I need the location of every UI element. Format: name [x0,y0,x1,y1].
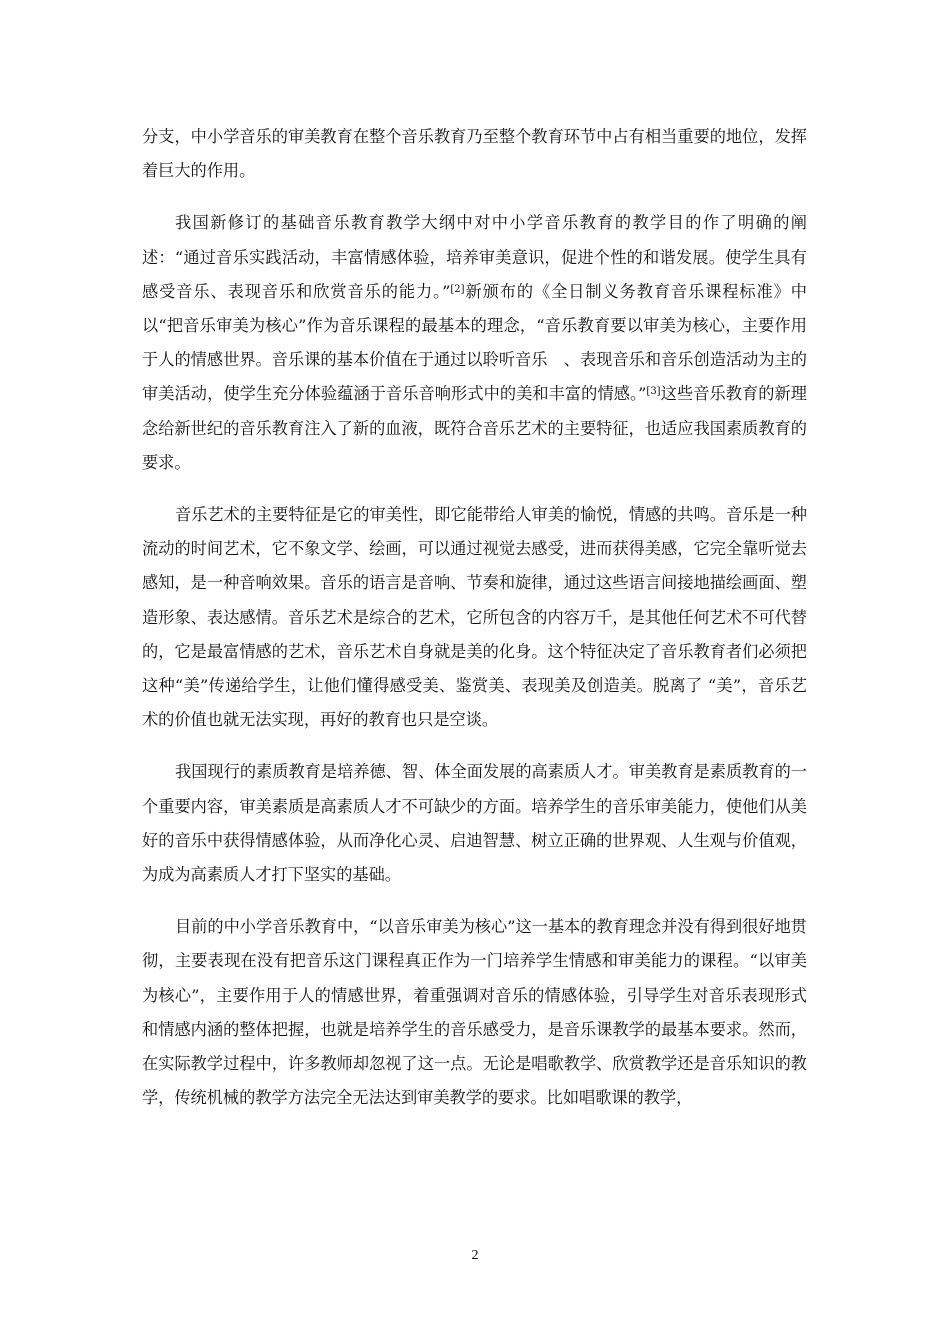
paragraph-text: 目前的中小学音乐教育中，“以音乐审美为核心”这一基本的教育理念并没有得到很好地贯彻，主要表现在没有把音乐这门课程真正作为一门培养学生情感和审美能力的课程。“以审美为核心”，主要作用于人的情感世界，着重强调对音乐的情感体验，引导学生对音乐表现形式和情感内涵的整体把握，也就是培养学生的音乐感受力，是音乐课教学的最基本要求。然而，在实际教学过程中，许多教师却忽视了这一点。无论是唱歌教学、欣赏教学还是音乐知识的教学，传统机械的教学方法完全无法达到审美教学的要求。比如唱歌课的教学， [142,917,807,1108]
paragraph-text: 我国新修订的基础音乐教育教学大纲中对中小学音乐教育的教学目的作了明确的阐述：“通过音乐实践活动，丰富情感体验，培养审美意识，促进个性的和谐发展。使学生具有感受音乐、表现音乐和欣赏音乐的能力。” [142,213,807,301]
paragraph-2 [142,206,807,480]
paragraph-text: 新颁布的《全日制义务教育音乐课程标准》中以“把音乐审美为核心”作为音乐课程的最基本的理念，“音乐教育要以审美为核心，主要作用于人的情感世界。音乐课的基本价值在于通过以聆听音乐 、表现音乐和音乐创造活动为主的审美活动，使学生充分体验蕴涵于音乐音响形式中的美和丰富的情感。” [142,281,807,404]
paragraph-text: 我国现行的素质教育是培养德、智、体全面发展的高素质人才。审美教育是素质教育的一个重要内容，审美素质是高素质人才不可缺少的方面。培养学生的音乐审美能力，使他们从美好的音乐中获得情感体验，从而净化心灵、启迪智慧、树立正确的世界观、人生观与价值观，为成为高素质人才打下坚实的基础。 [142,762,807,885]
paragraph-text: 这些音乐教育的新理念给新世纪的音乐教育注入了新的血液，既符合音乐艺术的主要特征，也适应我国素质教育的要求。 [142,384,807,472]
body-text [142,120,807,1115]
page-number: 2 [471,1248,479,1263]
paragraph-text: 分支，中小学音乐的审美教育在整个音乐教育乃至整个教育环节中占有相当重要的地位，发挥着巨大的作用。 [142,127,807,181]
paragraph-5 [142,910,807,1115]
paragraph-text: 音乐艺术的主要特征是它的审美性，即它能带给人审美的愉悦，情感的共鸣。音乐是一种流动的时间艺术，它不象文学、绘画，可以通过视觉去感受，进而获得美感，它完全靠听觉去感知，是一种音响效果。音乐的语言是音响、节奏和旋律，通过这些语言间接地描绘画面、塑造形象、表达感情。音乐艺术是综合的艺术，它所包含的内容万千，是其他任何艺术不可代替的，它是最富情感的艺术，音乐艺术自身就是美的化身。这个特征决定了音乐教育者们必须把这种“美”传递给学生，让他们懂得感受美、鉴赏美、表现美及创造美。脱离了 “美”，音乐艺术的价值也就无法实现，再好的教育也只是空谈。 [142,505,807,730]
paragraph-1 [142,120,807,188]
paragraph-3 [142,498,807,737]
paragraph-4 [142,755,807,892]
citation-marker[interactable]: [3] [646,386,661,398]
citation-marker[interactable]: [2] [450,283,465,295]
